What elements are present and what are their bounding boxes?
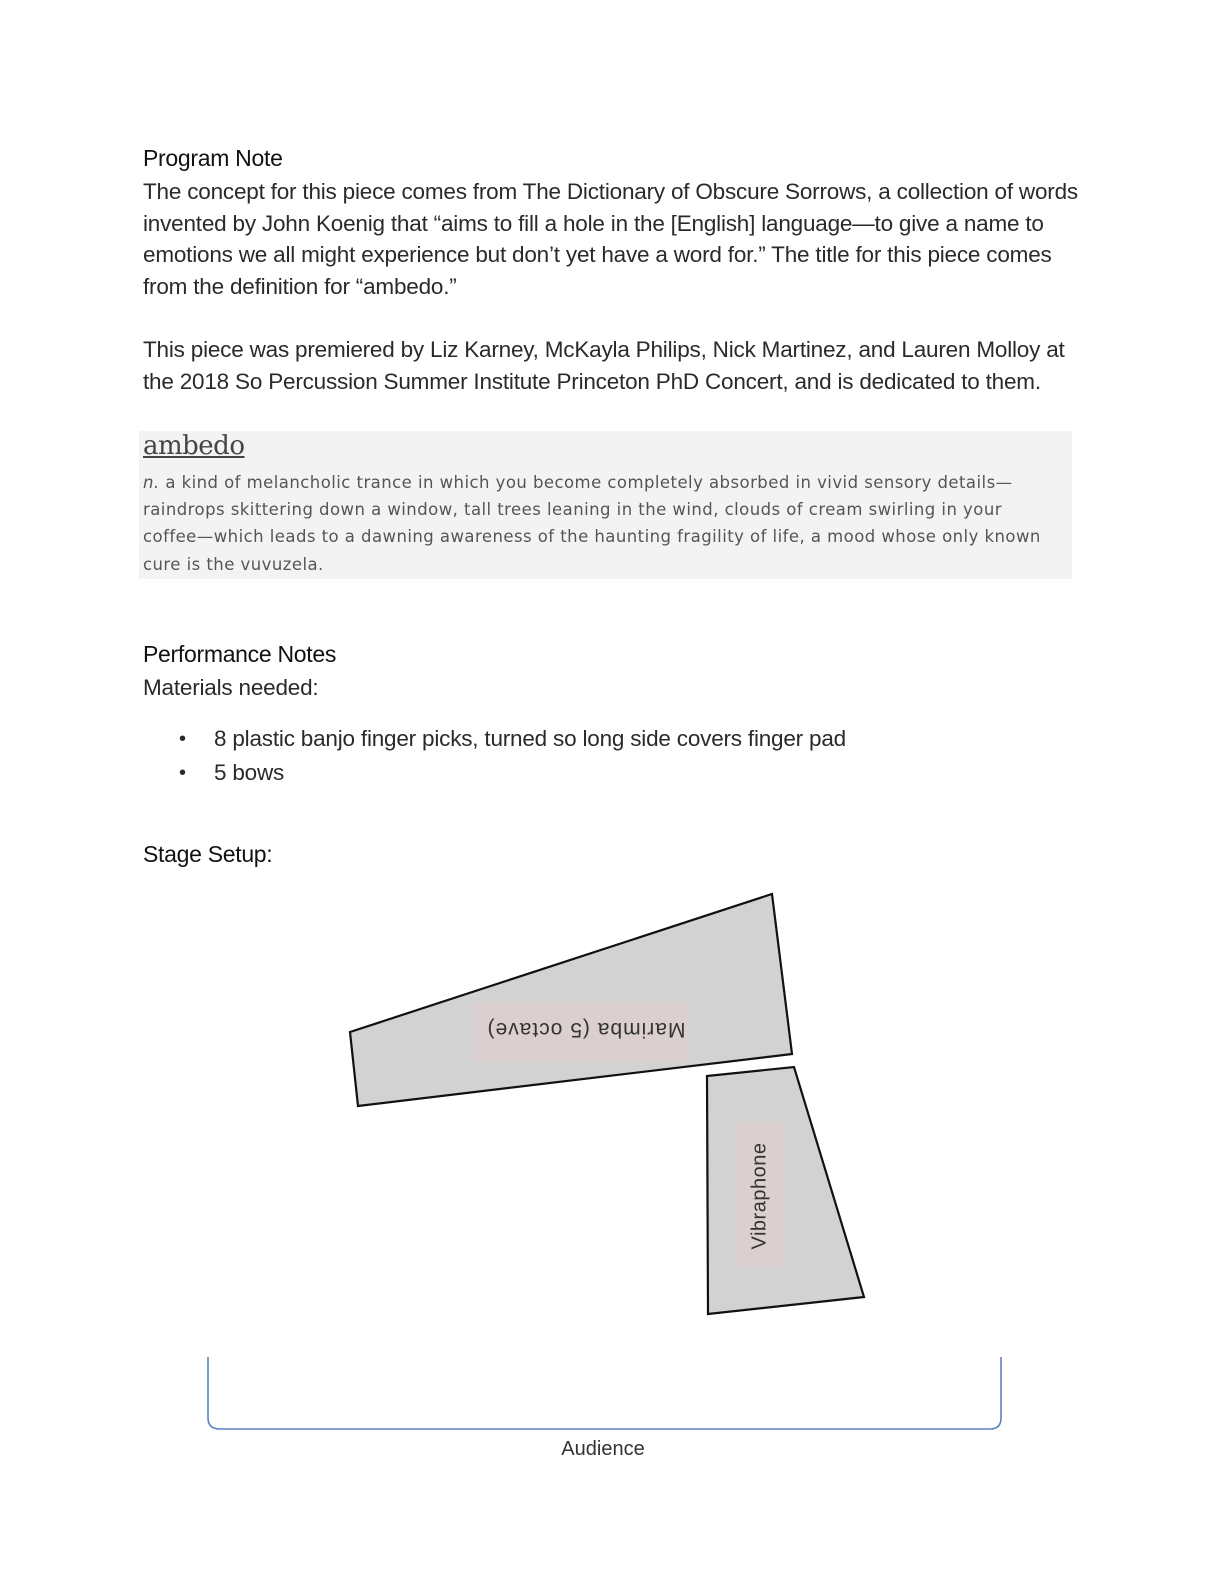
- vibraphone-label: Vibraphone: [748, 1142, 771, 1250]
- bullet-icon: •: [179, 728, 186, 750]
- program-note-heading: Program Note: [143, 145, 283, 171]
- marimba-label: Marimba (5 octave): [486, 1018, 686, 1041]
- performance-notes-heading: Performance Notes: [143, 641, 337, 667]
- bullet-icon: •: [179, 762, 186, 784]
- definition-body: a kind of melancholic trance in which you become completely absorbed in vivid sensory details—raindrops skittering down a window, tall trees leaning in the wind, clouds of cream swirling in your coffee—which leads to a dawning awareness of the haunting fragility of life, a mood whose only known cure is the vuvuzela.: [143, 473, 1041, 574]
- list-item-text: 5 bows: [214, 760, 285, 785]
- materials-label: Materials needed:: [143, 675, 319, 700]
- program-note-paragraph-1: The concept for this piece comes from The Dictionary of Obscure Sorrows, a collection of words invented by John Koenig that “aims to fill a hole in the [English] language—to give a name to emotions we all might experience but don’t yet have a word for.” The title for this piece comes from the definition for “ambedo.”: [143, 179, 1078, 299]
- list-item-text: 8 plastic banjo finger picks, turned so long side covers finger pad: [214, 726, 846, 751]
- audience-label: Audience: [561, 1438, 645, 1460]
- program-note-paragraph-2: This piece was premiered by Liz Karney, McKayla Philips, Nick Martinez, and Lauren Molloy at the 2018 So Percussion Summer Institute Princeton PhD Concert, and is dedicated to them.: [143, 337, 1065, 394]
- audience-bracket: [208, 1357, 1001, 1429]
- definition-part-of-speech: n.: [143, 473, 160, 492]
- definition-word: ambedo: [143, 431, 245, 461]
- stage-setup-heading: Stage Setup:: [143, 841, 273, 867]
- vibraphone-shape: [707, 1067, 864, 1314]
